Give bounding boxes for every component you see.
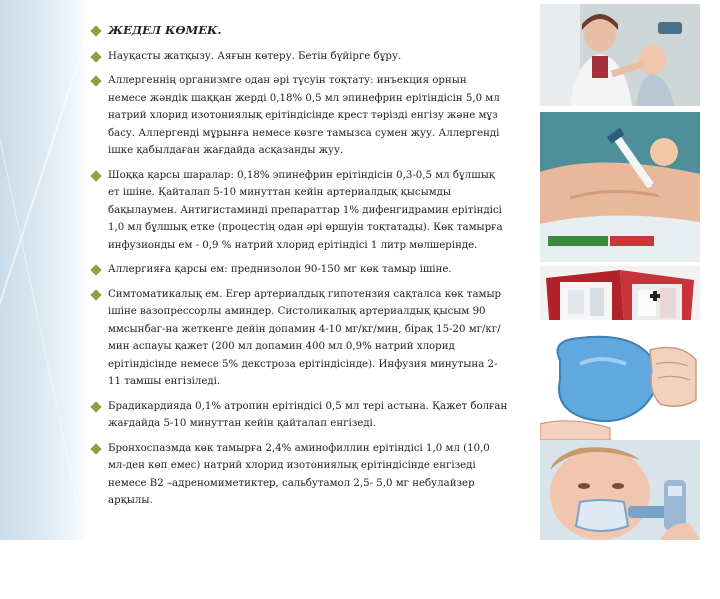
bullet-list: [90, 22, 508, 510]
bullet-diamond-icon: [90, 264, 101, 275]
bullet-text: Науқасты жатқызу. Аяғын көтеру. Бетін бүйірге бұру.: [108, 50, 402, 62]
injection-arm-photo-icon: [540, 112, 700, 262]
photo-column: [540, 0, 720, 540]
bullet-text: ЖЕДЕЛ КӨМЕК.: [108, 23, 222, 37]
bullet-diamond-icon: [90, 75, 101, 86]
bullet-item: [90, 398, 508, 433]
bullet-text: Шоққа қарсы шаралар: 0,18% эпинефрин ерітіндісін 0,3-0,5 мл бұлшық ет ішіне. Қайталап 5-10 минуттан кейін артериалдық қысымды бақылаумен. Антигистаминді препараттар 1% дифенгидрамин ерітіндісі 1,0 мл бұлшық етке (процестің одан әрі өршуін тоқтатады). Көк тамырға инфузионды ем - 0,9 % натрий хлорид ерітіндісі 1 литр мөлшерінде.: [108, 169, 503, 251]
ice-pack-photo-icon: [540, 320, 700, 440]
decorative-side-band: [0, 0, 90, 540]
child-nebulizer-photo-icon: [540, 440, 700, 540]
bullet-item: [90, 286, 508, 391]
bullet-diamond-icon: [90, 170, 101, 181]
bullet-diamond-icon: [90, 289, 101, 300]
bullet-text: Брадикардияда 0,1% атропин ерітіндісі 0,5 мл тері астына. Қажет болған жағдайда 5-10 минуттан кейін қайталап енгізеді.: [108, 400, 508, 429]
bullet-item: [90, 72, 508, 160]
bullet-diamond-icon: [90, 443, 101, 454]
slide-title-bullet: [90, 22, 508, 40]
bullet-item: [90, 48, 508, 66]
bullet-diamond-icon: [90, 25, 101, 36]
bullet-item: [90, 167, 508, 255]
bullet-text: Бронхоспазмда көк тамырға 2,4% аминофиллин ерітіндісі 1,0 мл (10,0 мл-ден көп емес) натрий хлорид изотониялық ерітіндісінде енгізеді немесе В2 –адреномиметиктер, сальбутамол 2,5- 5,0 мг небулайзер арқылы.: [108, 442, 490, 506]
bullet-text: Аллергеннің организмге одан әрі түсуін тоқтату: инъекция орнын немесе жәндік шаққан жерді 0,18% 0,5 мл эпинефрин ерітіндісін 5,0 мл натрий хлорид изотониялық ерітіндісінде крест тәрізді енгізу және мұз басу. Аллергенді мұрынға немесе көзге тамызса сумен жуу. Аллергенді ішке қабылдаған жағдайда асқазанды жуу.: [108, 75, 500, 156]
nurse-child-photo-icon: [540, 4, 700, 106]
bullet-text: Аллергияға қарсы ем: преднизолон 90-150 мг көк тамыр ішіне.: [108, 264, 452, 275]
bullet-text: Симтоматикалық ем. Егер артериалдық гипотензия сақталса көк тамыр ішіне вазопрессорлы аминдер. Систоликалық артериалдық қысым 90 ммсынбаг-на жеткенге дейін допамин 4-10 мг/кг/мин, бірақ 15-20 мг/кг/мин аспауы қажет (200 мл допамин 400 мл 0,9% натрий хлорид ерітіндісінде немесе 5% декстроза ерітіндісінде). Инфузия минутына 2-11 тамшы енгізіледі.: [108, 288, 502, 387]
slide-text-area: [90, 22, 508, 517]
bullet-diamond-icon: [90, 51, 101, 62]
bullet-item: [90, 261, 508, 279]
bullet-diamond-icon: [90, 401, 101, 412]
bullet-item: [90, 440, 508, 510]
